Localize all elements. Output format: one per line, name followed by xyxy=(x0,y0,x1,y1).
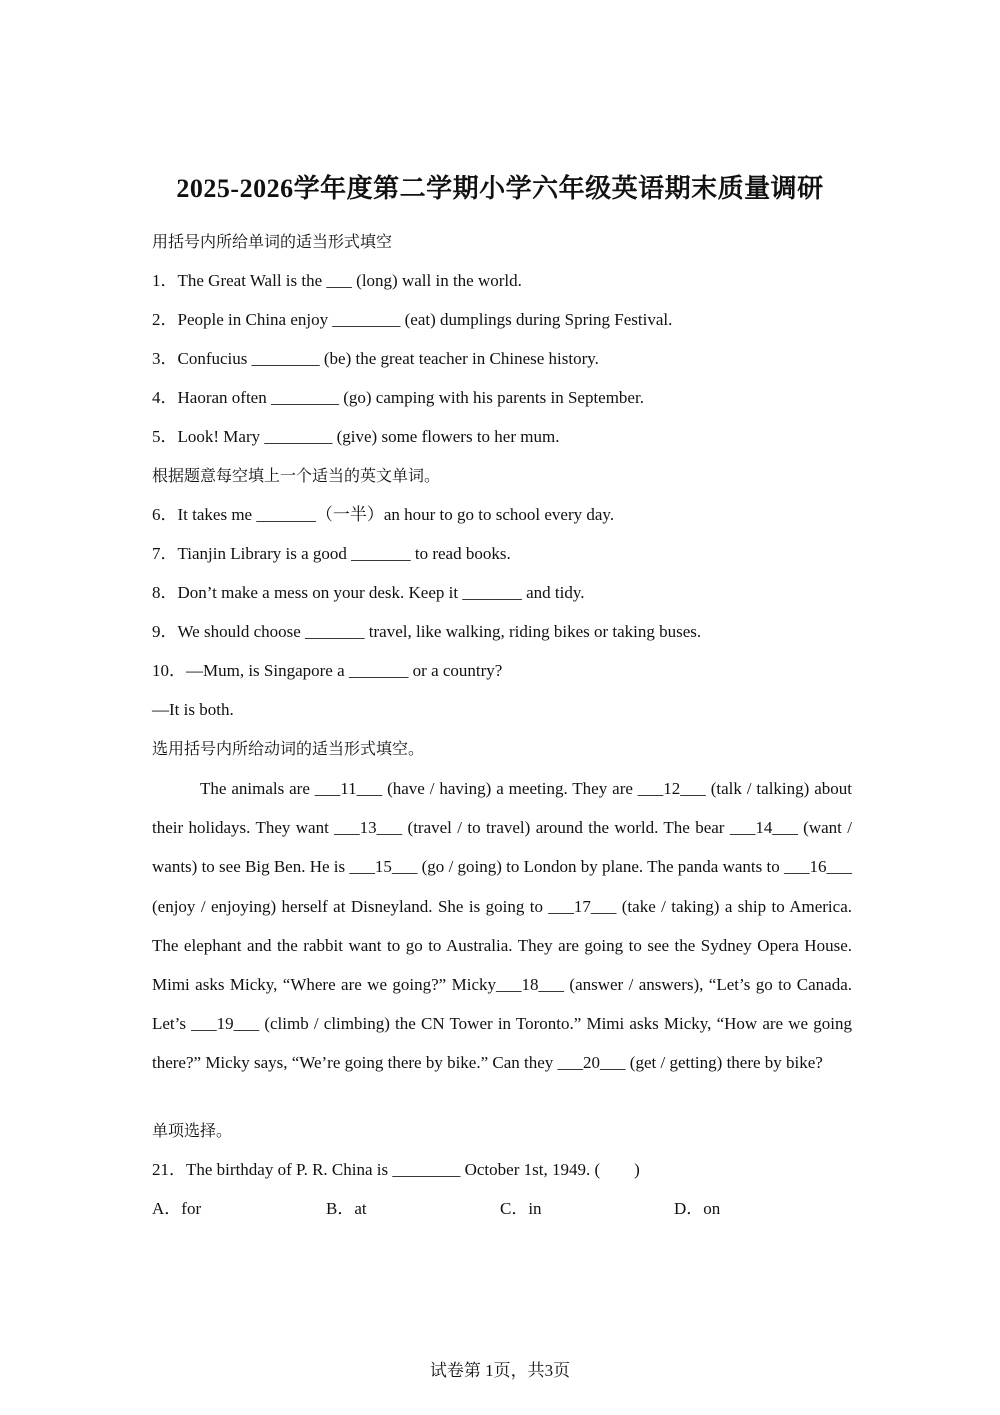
page-footer: 试卷第 1页，共3页 xyxy=(429,1361,571,1380)
question-8: 8．Don’t make a mess on your desk. Keep it _______ and tidy. xyxy=(152,583,585,602)
cloze-passage xyxy=(152,769,852,1083)
question-21: 21．The birthday of P. R. China is ________ October 1st, 1949. ( ) xyxy=(152,1159,640,1179)
question-1: 1．The Great Wall is the ___ (long) wall in the world. xyxy=(152,271,522,290)
section-heading-4: 单项选择。 xyxy=(152,1120,233,1140)
question-21-options xyxy=(152,1195,852,1234)
question-10: 10．—Mum, is Singapore a _______ or a country? xyxy=(152,661,503,680)
exam-content xyxy=(152,228,852,1234)
question-7: 7．Tianjin Library is a good _______ to read books. xyxy=(152,544,511,563)
section-heading-3: 选用括号内所给动词的适当形式填空。 xyxy=(152,739,425,758)
cloze-passage-text: The animals are ___11___ (have / having) a meeting. They are ___12___ (talk / talking) about their holidays. They want ___13___ (travel / to travel) around the world. The bear ___14___ (want / wants) to see Big Ben. He is ___15___ (go / going) to London by plane. The panda wants to ___16___ (enjoy / enjoying) herself at Disneyland. She is going to ___17___ (take / taking) a ship to America. The elephant and the rabbit want to go to Australia. They are going to see the Sydney Opera House. Mimi asks Micky, “Where are we going?” Micky___18___ (answer / answers), “Let’s go to Canada. Let’s ___19___ (climb / climbing) the CN Tower in Toronto.” Mimi asks Micky, “How are we going there?” Micky says, “We’re going there by bike.” Can they ___20___ (get / getting) there by bike? xyxy=(152,779,852,1073)
question-6: 6．It takes me _______（一半）an hour to go to school every day. xyxy=(152,505,615,524)
question-5: 5．Look! Mary ________ (give) some flowers to her mum. xyxy=(152,427,560,446)
question-9: 9．We should choose _______ travel, like walking, riding bikes or taking buses. xyxy=(152,622,702,641)
option-b: B．at xyxy=(326,1198,367,1218)
option-a: A．for xyxy=(152,1198,202,1218)
section-heading-2: 根据题意每空填上一个适当的英文单词。 xyxy=(152,466,441,485)
option-d: D．on xyxy=(674,1198,721,1218)
section-heading-1: 用括号内所给单词的适当形式填空 xyxy=(152,232,393,251)
page-title: 2025-2026学年度第二学期小学六年级英语期末质量调研 xyxy=(176,174,824,203)
question-2: 2．People in China enjoy ________ (eat) dumplings during Spring Festival. xyxy=(152,310,673,329)
question-4: 4．Haoran often ________ (go) camping with his parents in September. xyxy=(152,388,644,407)
option-c: C．in xyxy=(500,1198,542,1218)
question-10-answer: —It is both. xyxy=(152,700,234,719)
question-3: 3．Confucius ________ (be) the great teacher in Chinese history. xyxy=(152,349,599,368)
